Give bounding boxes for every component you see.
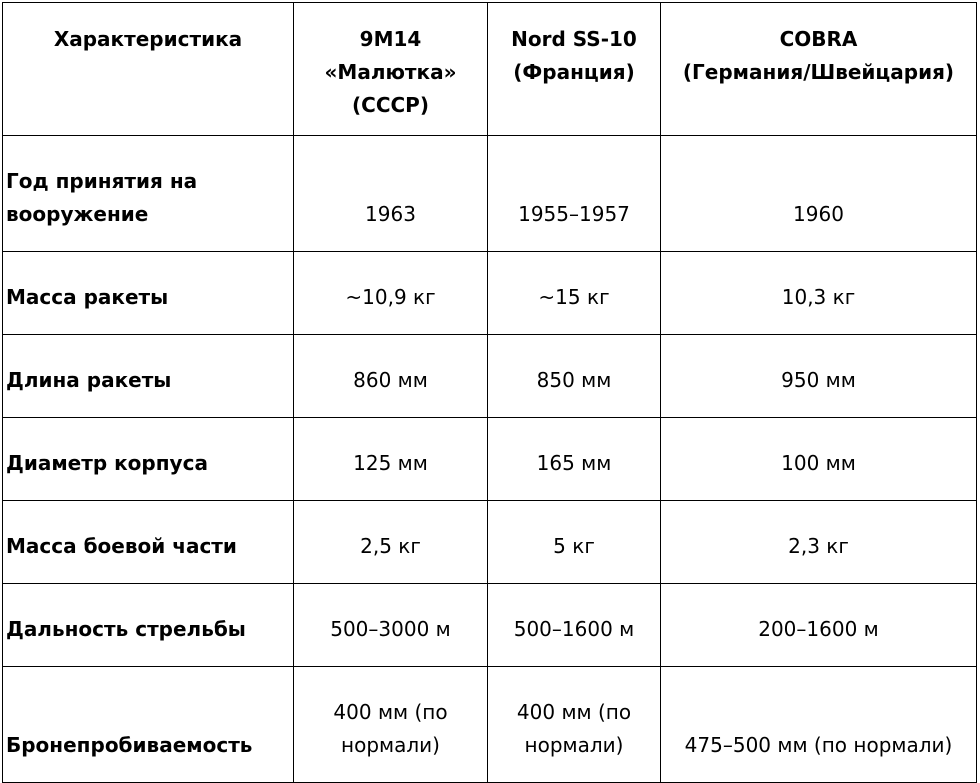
header-cobra-line: (Германия/Швейцария) bbox=[682, 60, 955, 84]
cell-value: 500–1600 м bbox=[513, 617, 635, 641]
cell-value: 5 кг bbox=[553, 534, 595, 558]
cell-value: 500–3000 м bbox=[330, 617, 451, 641]
row-label-length bbox=[3, 335, 294, 418]
header-nord-line: (Франция) bbox=[513, 60, 635, 84]
table-row bbox=[3, 501, 977, 584]
cell-value: 950 мм bbox=[781, 368, 856, 392]
row-label-line: Длина ракеты bbox=[6, 368, 172, 392]
row-label-mass bbox=[3, 252, 294, 335]
cell-malyutka bbox=[294, 418, 488, 501]
cell-malyutka bbox=[294, 252, 488, 335]
row-label-line: Масса ракеты bbox=[6, 285, 169, 309]
table-row bbox=[3, 335, 977, 418]
cell-malyutka bbox=[294, 335, 488, 418]
table-row bbox=[3, 667, 977, 783]
header-malyutka-line: (СССР) bbox=[352, 93, 429, 117]
cell-value: ~10,9 кг bbox=[345, 285, 436, 309]
header-malyutka-line: «Малютка» bbox=[324, 60, 457, 84]
cell-value: 400 мм (по bbox=[333, 700, 448, 724]
cell-nord bbox=[488, 335, 661, 418]
cell-value: 200–1600 м bbox=[758, 617, 879, 641]
row-label-warhead bbox=[3, 501, 294, 584]
table-row bbox=[3, 418, 977, 501]
header-row bbox=[3, 3, 977, 136]
cell-value: нормали) bbox=[524, 733, 624, 757]
header-cobra bbox=[661, 3, 977, 136]
cell-malyutka bbox=[294, 501, 488, 584]
table-row bbox=[3, 584, 977, 667]
row-label-line: Масса боевой части bbox=[6, 534, 237, 558]
row-label-penetration bbox=[3, 667, 294, 783]
cell-value: 1960 bbox=[793, 202, 844, 226]
header-nord-ss10 bbox=[488, 3, 661, 136]
cell-malyutka bbox=[294, 667, 488, 783]
cell-value: 475–500 мм (по нормали) bbox=[684, 733, 953, 757]
table-row bbox=[3, 136, 977, 252]
comparison-table bbox=[2, 2, 977, 783]
cell-value: 2,3 кг bbox=[788, 534, 849, 558]
cell-nord bbox=[488, 418, 661, 501]
cell-cobra bbox=[661, 335, 977, 418]
cell-value: 10,3 кг bbox=[781, 285, 856, 309]
cell-value: ~15 кг bbox=[538, 285, 610, 309]
row-label-range bbox=[3, 584, 294, 667]
row-label-year bbox=[3, 136, 294, 252]
cell-cobra bbox=[661, 667, 977, 783]
cell-cobra bbox=[661, 584, 977, 667]
cell-cobra bbox=[661, 136, 977, 252]
cell-nord bbox=[488, 136, 661, 252]
cell-value: 100 мм bbox=[781, 451, 856, 475]
cell-cobra bbox=[661, 501, 977, 584]
cell-malyutka bbox=[294, 584, 488, 667]
header-characteristic-text: Характеристика bbox=[53, 27, 243, 51]
header-cobra-line: COBRA bbox=[779, 27, 858, 51]
cell-value: 1955–1957 bbox=[518, 202, 630, 226]
row-label-diameter bbox=[3, 418, 294, 501]
cell-value: нормали) bbox=[341, 733, 440, 757]
cell-nord bbox=[488, 501, 661, 584]
row-label-line: Диаметр корпуса bbox=[6, 451, 208, 475]
row-label-line: Бронепробиваемость bbox=[6, 733, 253, 757]
cell-malyutka bbox=[294, 136, 488, 252]
table-row bbox=[3, 252, 977, 335]
header-malyutka-line: 9М14 bbox=[359, 27, 422, 51]
cell-value: 2,5 кг bbox=[360, 534, 421, 558]
cell-nord bbox=[488, 252, 661, 335]
header-nord-line: Nord SS-10 bbox=[511, 27, 637, 51]
cell-nord bbox=[488, 584, 661, 667]
cell-value: 850 мм bbox=[536, 368, 612, 392]
cell-cobra bbox=[661, 418, 977, 501]
row-label-line: Год принятия на bbox=[6, 169, 198, 193]
cell-value: 165 мм bbox=[536, 451, 612, 475]
header-characteristic bbox=[3, 3, 294, 136]
header-malyutka bbox=[294, 3, 488, 136]
cell-cobra bbox=[661, 252, 977, 335]
cell-value: 400 мм (по bbox=[516, 700, 632, 724]
cell-nord bbox=[488, 667, 661, 783]
row-label-line: вооружение bbox=[6, 202, 149, 226]
cell-value: 860 мм bbox=[353, 368, 428, 392]
cell-value: 1963 bbox=[365, 202, 416, 226]
row-label-line: Дальность стрельбы bbox=[6, 617, 246, 641]
cell-value: 125 мм bbox=[353, 451, 428, 475]
